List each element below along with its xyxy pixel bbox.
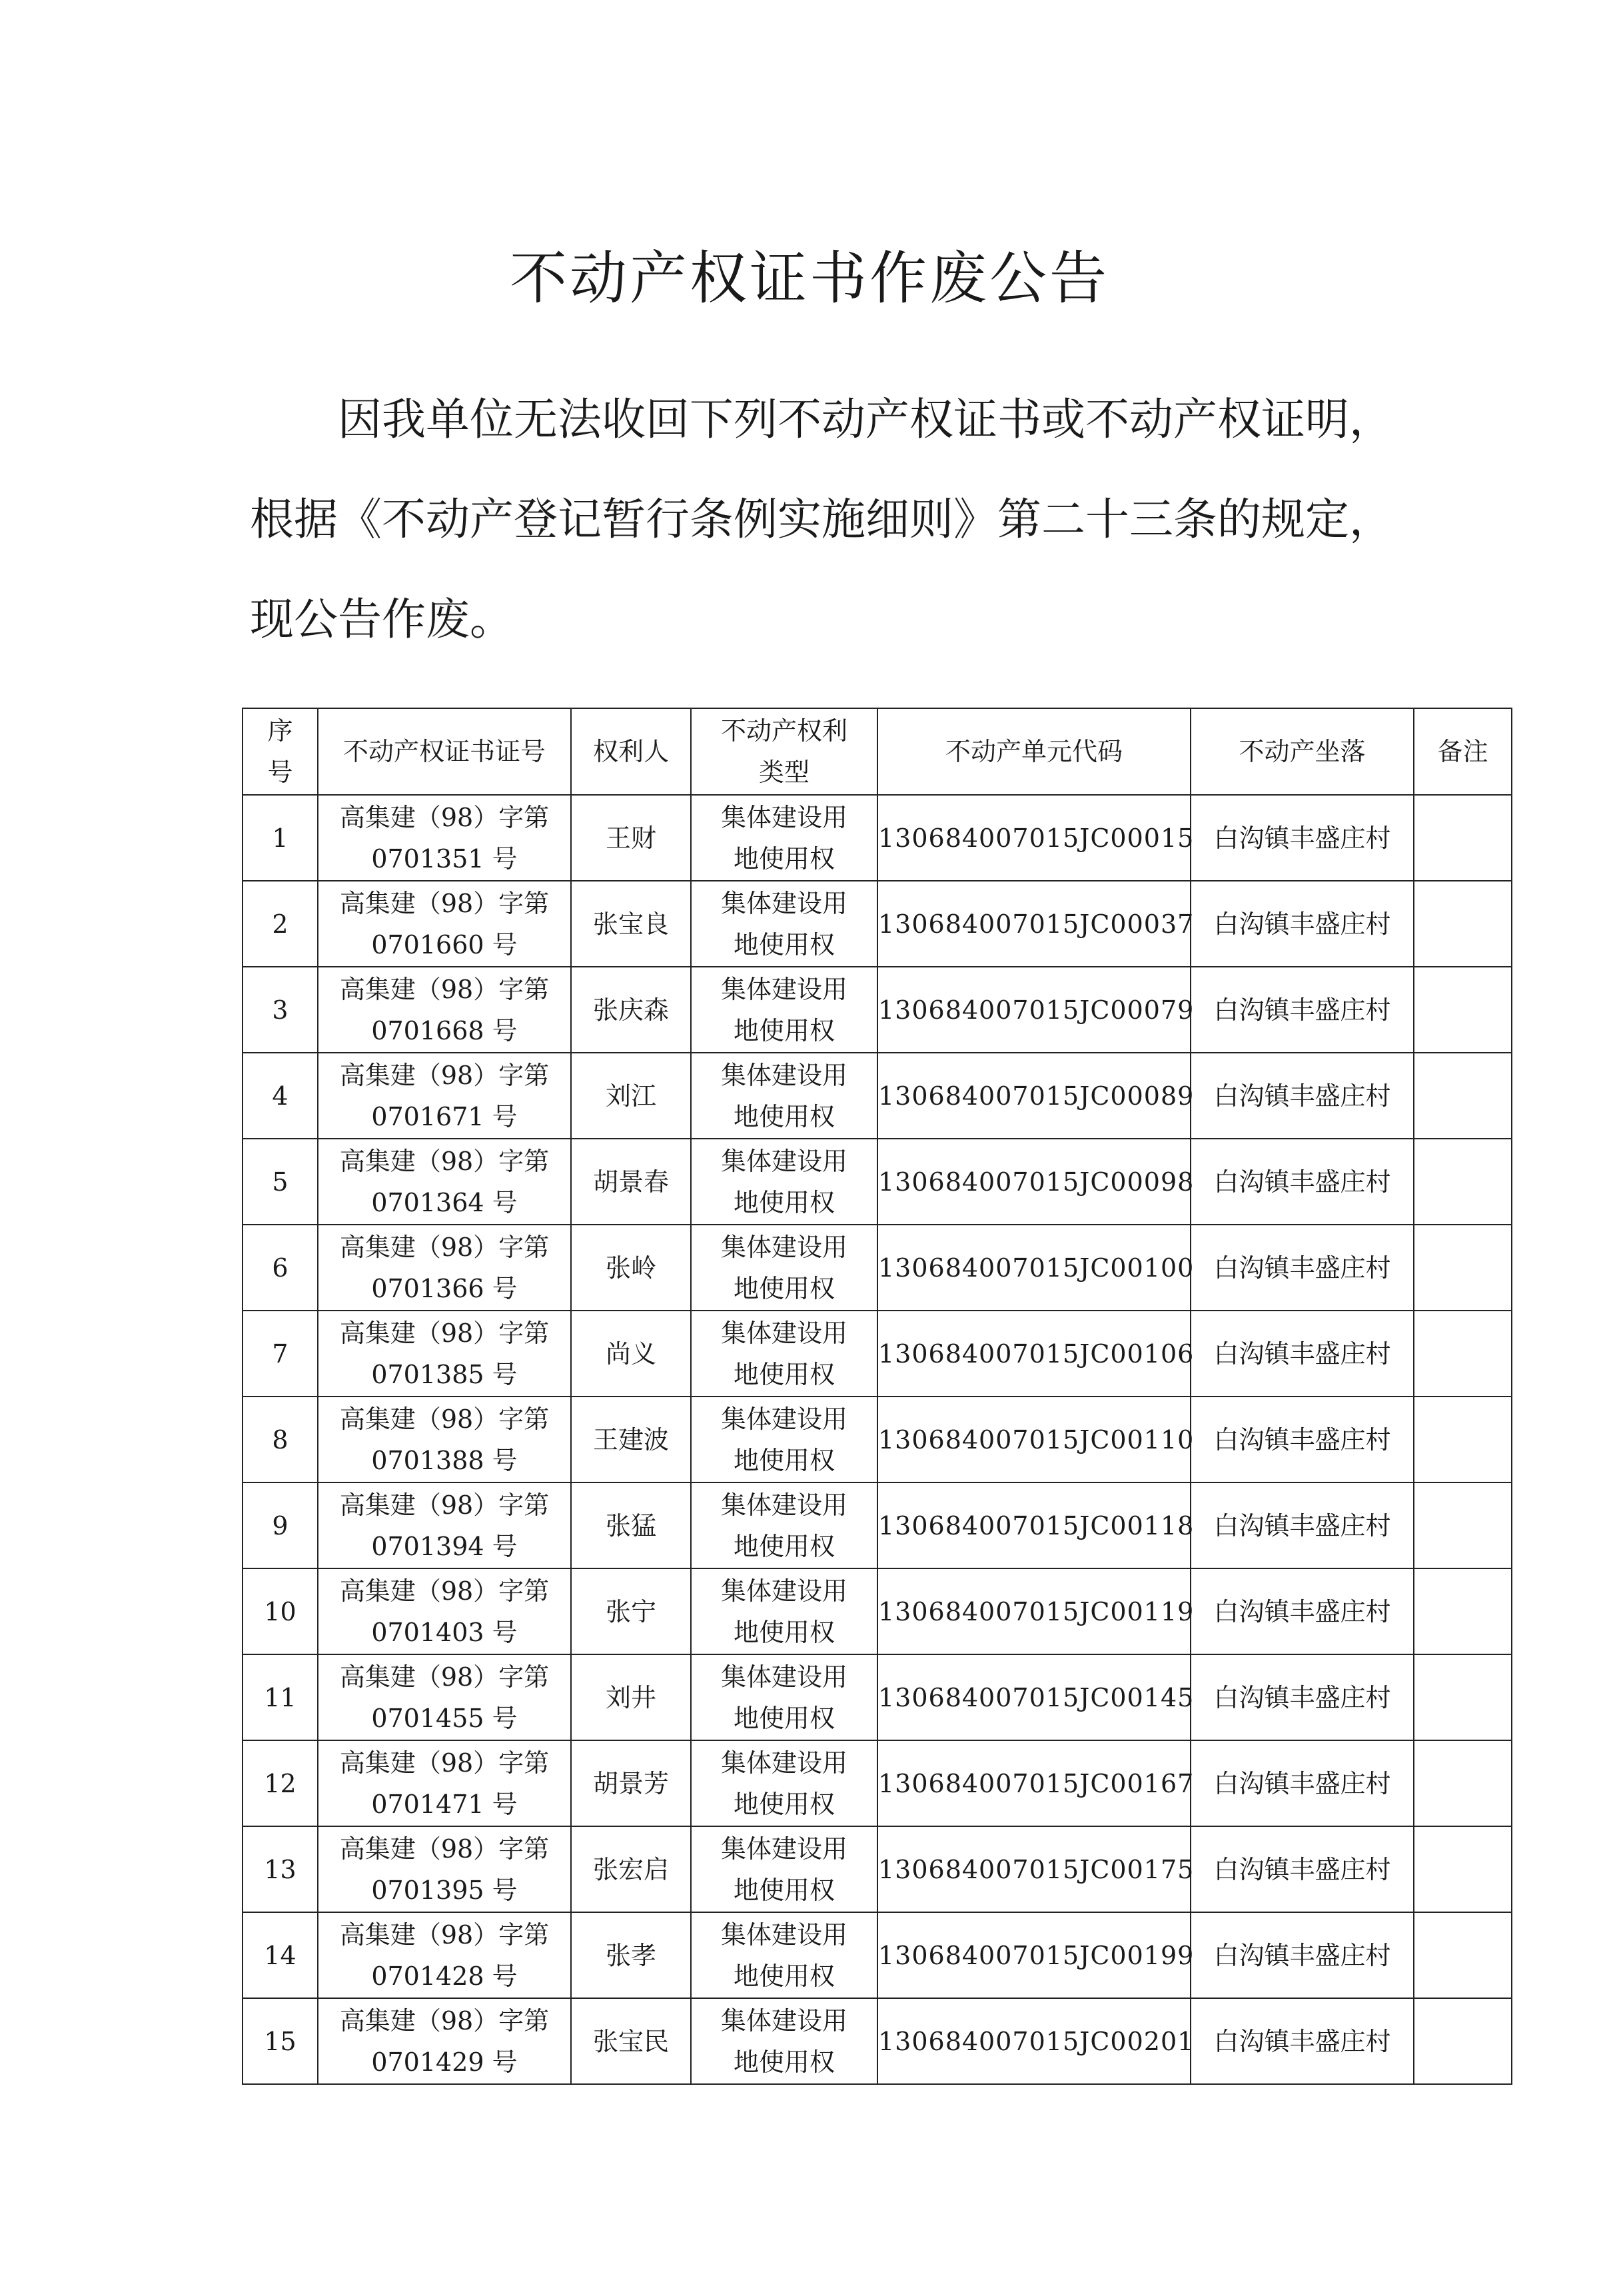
- row-no: 7: [243, 1311, 318, 1397]
- row-cert: [318, 1654, 571, 1740]
- row-location: 白沟镇丰盛庄村: [1191, 881, 1414, 967]
- row-holder: 张孝: [571, 1912, 691, 1998]
- table-row: [243, 1482, 1512, 1568]
- cert-line: 0701471 号: [371, 1789, 518, 1819]
- row-location: 白沟镇丰盛庄村: [1191, 1482, 1414, 1568]
- paragraph-line: 因我单位无法收回下列不动产权证书或不动产权证明，: [338, 394, 1393, 445]
- row-location: 白沟镇丰盛庄村: [1191, 1654, 1414, 1740]
- type-line: 地使用权: [733, 1617, 835, 1647]
- type-line: 地使用权: [733, 1875, 835, 1905]
- row-remark: [1414, 1482, 1512, 1568]
- row-holder: 胡景春: [571, 1139, 691, 1225]
- table-row: [243, 967, 1512, 1053]
- table-row: [243, 1568, 1512, 1654]
- row-cert: [318, 1998, 571, 2084]
- row-no: 3: [243, 967, 318, 1053]
- type-line: 集体建设用: [720, 1748, 847, 1778]
- header-cert: 不动产权证书证号: [318, 708, 571, 795]
- cert-line: 高集建（98）字第: [339, 1490, 550, 1520]
- row-remark: [1414, 1053, 1512, 1139]
- row-holder: 刘井: [571, 1654, 691, 1740]
- row-type: [691, 1568, 877, 1654]
- type-line: 集体建设用: [720, 1662, 847, 1692]
- row-holder: 王财: [571, 795, 691, 881]
- table-row: [243, 1139, 1512, 1225]
- type-line: 集体建设用: [720, 1490, 847, 1520]
- row-holder: 张猛: [571, 1482, 691, 1568]
- cert-line: 高集建（98）字第: [339, 1920, 550, 1950]
- row-location: 白沟镇丰盛庄村: [1191, 1225, 1414, 1311]
- row-no: 11: [243, 1654, 318, 1740]
- cert-line: 0701395 号: [371, 1875, 518, 1905]
- row-holder: 张庆森: [571, 967, 691, 1053]
- row-remark: [1414, 1311, 1512, 1397]
- row-no: 1: [243, 795, 318, 881]
- row-remark: [1414, 967, 1512, 1053]
- row-remark: [1414, 1397, 1512, 1482]
- cert-line: 高集建（98）字第: [339, 2006, 550, 2035]
- row-cert: [318, 1826, 571, 1912]
- table-row: [243, 1912, 1512, 1998]
- type-line: 集体建设用: [720, 2006, 847, 2035]
- row-holder: 张宝良: [571, 881, 691, 967]
- row-type: [691, 795, 877, 881]
- row-holder: 张岭: [571, 1225, 691, 1311]
- row-no: 9: [243, 1482, 318, 1568]
- cert-line: 0701385 号: [371, 1359, 518, 1389]
- cert-line: 高集建（98）字第: [339, 974, 550, 1004]
- row-no: 15: [243, 1998, 318, 2084]
- row-type: [691, 1053, 877, 1139]
- row-cert: [318, 795, 571, 881]
- row-unit-code: 130684007015JC00199: [877, 1912, 1191, 1998]
- type-line: 地使用权: [733, 1359, 835, 1389]
- cert-line: 0701429 号: [371, 2047, 518, 2077]
- cert-line: 0701455 号: [371, 1703, 518, 1733]
- type-line: 地使用权: [733, 844, 835, 873]
- header-code: 不动产单元代码: [877, 708, 1191, 795]
- row-unit-code: 130684007015JC00098: [877, 1139, 1191, 1225]
- row-unit-code: 130684007015JC00037: [877, 881, 1191, 967]
- table-row: [243, 1225, 1512, 1311]
- type-line: 地使用权: [733, 1101, 835, 1131]
- page-title: 不动产权证书作废公告: [510, 245, 1109, 312]
- row-no: 5: [243, 1139, 318, 1225]
- row-unit-code: 130684007015JC00100: [877, 1225, 1191, 1311]
- type-line: 地使用权: [733, 1445, 835, 1475]
- row-cert: [318, 1568, 571, 1654]
- table-row: [243, 881, 1512, 967]
- paragraph-line: 现公告作废。: [250, 594, 514, 645]
- cert-line: 高集建（98）字第: [339, 1146, 550, 1176]
- cert-line: 高集建（98）字第: [339, 1404, 550, 1434]
- row-holder: 张宁: [571, 1568, 691, 1654]
- row-unit-code: 130684007015JC00175: [877, 1826, 1191, 1912]
- row-remark: [1414, 1826, 1512, 1912]
- type-line: 集体建设用: [720, 974, 847, 1004]
- header-no: 序号: [243, 708, 318, 795]
- row-type: [691, 1654, 877, 1740]
- type-line: 地使用权: [733, 1703, 835, 1733]
- cert-line: 高集建（98）字第: [339, 1576, 550, 1606]
- row-type: [691, 1482, 877, 1568]
- row-remark: [1414, 795, 1512, 881]
- type-line: 集体建设用: [720, 1060, 847, 1090]
- row-cert: [318, 881, 571, 967]
- row-no: 8: [243, 1397, 318, 1482]
- row-unit-code: 130684007015JC00201: [877, 1998, 1191, 2084]
- type-line: 集体建设用: [720, 1146, 847, 1176]
- row-cert: [318, 967, 571, 1053]
- type-line: 集体建设用: [720, 1232, 847, 1262]
- row-unit-code: 130684007015JC00167: [877, 1740, 1191, 1826]
- row-no: 2: [243, 881, 318, 967]
- certificate-table: [242, 708, 1512, 2085]
- row-remark: [1414, 1912, 1512, 1998]
- table-row: [243, 1654, 1512, 1740]
- row-holder: 刘江: [571, 1053, 691, 1139]
- row-type: [691, 1998, 877, 2084]
- row-type: [691, 1912, 877, 1998]
- row-type: [691, 881, 877, 967]
- row-unit-code: 130684007015JC00119: [877, 1568, 1191, 1654]
- type-line: 集体建设用: [720, 1920, 847, 1950]
- cert-line: 0701351 号: [371, 844, 518, 873]
- row-no: 13: [243, 1826, 318, 1912]
- row-type: [691, 1139, 877, 1225]
- cert-line: 高集建（98）字第: [339, 1060, 550, 1090]
- row-cert: [318, 1139, 571, 1225]
- cert-line: 0701660 号: [371, 929, 518, 959]
- row-no: 4: [243, 1053, 318, 1139]
- cert-line: 0701403 号: [371, 1617, 518, 1647]
- row-location: 白沟镇丰盛庄村: [1191, 1139, 1414, 1225]
- type-line: 集体建设用: [720, 1404, 847, 1434]
- row-location: 白沟镇丰盛庄村: [1191, 1998, 1414, 2084]
- cert-line: 高集建（98）字第: [339, 1834, 550, 1864]
- type-line: 地使用权: [733, 1273, 835, 1303]
- row-holder: 张宝民: [571, 1998, 691, 2084]
- row-type: [691, 1397, 877, 1482]
- row-holder: 尚义: [571, 1311, 691, 1397]
- row-holder: 张宏启: [571, 1826, 691, 1912]
- type-line: 地使用权: [733, 1187, 835, 1217]
- row-type: [691, 967, 877, 1053]
- row-location: 白沟镇丰盛庄村: [1191, 967, 1414, 1053]
- row-holder: 王建波: [571, 1397, 691, 1482]
- cert-line: 高集建（98）字第: [339, 1748, 550, 1778]
- header-location: 不动产坐落: [1191, 708, 1414, 795]
- type-line: 集体建设用: [720, 1834, 847, 1864]
- table-row: [243, 1311, 1512, 1397]
- row-unit-code: 130684007015JC00079: [877, 967, 1191, 1053]
- row-location: 白沟镇丰盛庄村: [1191, 1826, 1414, 1912]
- row-remark: [1414, 1740, 1512, 1826]
- row-type: [691, 1740, 877, 1826]
- row-unit-code: 130684007015JC00118: [877, 1482, 1191, 1568]
- row-cert: [318, 1397, 571, 1482]
- row-unit-code: 130684007015JC00089: [877, 1053, 1191, 1139]
- type-line: 地使用权: [733, 929, 835, 959]
- row-location: 白沟镇丰盛庄村: [1191, 1568, 1414, 1654]
- type-line: 集体建设用: [720, 1576, 847, 1606]
- type-line: 集体建设用: [720, 1318, 847, 1348]
- row-remark: [1414, 1568, 1512, 1654]
- row-cert: [318, 1740, 571, 1826]
- type-line: 集体建设用: [720, 802, 847, 832]
- row-no: 10: [243, 1568, 318, 1654]
- table-row: [243, 1740, 1512, 1826]
- row-type: [691, 1826, 877, 1912]
- header-remark: 备注: [1414, 708, 1512, 795]
- cert-line: 高集建（98）字第: [339, 1232, 550, 1262]
- cert-line: 0701366 号: [371, 1273, 518, 1303]
- cert-line: 高集建（98）字第: [339, 802, 550, 832]
- cert-line: 0701388 号: [371, 1445, 518, 1475]
- row-location: 白沟镇丰盛庄村: [1191, 1053, 1414, 1139]
- row-unit-code: 130684007015JC00106: [877, 1311, 1191, 1397]
- row-remark: [1414, 1654, 1512, 1740]
- cert-line: 0701668 号: [371, 1015, 518, 1045]
- header-holder: 权利人: [571, 708, 691, 795]
- cert-line: 0701364 号: [371, 1187, 518, 1217]
- cert-line: 0701428 号: [371, 1961, 518, 1991]
- row-remark: [1414, 1998, 1512, 2084]
- announcement-paragraph: [250, 370, 1396, 670]
- row-unit-code: 130684007015JC00110: [877, 1397, 1191, 1482]
- row-unit-code: 130684007015JC00145: [877, 1654, 1191, 1740]
- type-line: 地使用权: [733, 1961, 835, 1991]
- row-location: 白沟镇丰盛庄村: [1191, 1311, 1414, 1397]
- row-remark: [1414, 1225, 1512, 1311]
- row-cert: [318, 1225, 571, 1311]
- row-holder: 胡景芳: [571, 1740, 691, 1826]
- type-line: 地使用权: [733, 1789, 835, 1819]
- table-row: [243, 795, 1512, 881]
- cert-line: 高集建（98）字第: [339, 1318, 550, 1348]
- row-remark: [1414, 881, 1512, 967]
- cert-line: 高集建（98）字第: [339, 1662, 550, 1692]
- type-line: 地使用权: [733, 1531, 835, 1561]
- cert-line: 高集建（98）字第: [339, 888, 550, 918]
- row-cert: [318, 1912, 571, 1998]
- row-cert: [318, 1482, 571, 1568]
- row-location: 白沟镇丰盛庄村: [1191, 1397, 1414, 1482]
- row-cert: [318, 1311, 571, 1397]
- cert-line: 0701671 号: [371, 1101, 518, 1131]
- row-location: 白沟镇丰盛庄村: [1191, 1912, 1414, 1998]
- row-location: 白沟镇丰盛庄村: [1191, 795, 1414, 881]
- table-row: [243, 1826, 1512, 1912]
- row-no: 12: [243, 1740, 318, 1826]
- header-type: 不动产权利类型: [691, 708, 877, 795]
- cert-line: 0701394 号: [371, 1531, 518, 1561]
- row-no: 14: [243, 1912, 318, 1998]
- row-unit-code: 130684007015JC00015: [877, 795, 1191, 881]
- table-row: [243, 1397, 1512, 1482]
- type-line: 地使用权: [733, 2047, 835, 2077]
- paragraph-line: 根据《不动产登记暂行条例实施细则》第二十三条的规定，: [250, 494, 1393, 545]
- row-type: [691, 1311, 877, 1397]
- table-header-row: [243, 708, 1512, 795]
- row-no: 6: [243, 1225, 318, 1311]
- table-row: [243, 1998, 1512, 2084]
- row-cert: [318, 1053, 571, 1139]
- row-remark: [1414, 1139, 1512, 1225]
- type-line: 地使用权: [733, 1015, 835, 1045]
- type-line: 集体建设用: [720, 888, 847, 918]
- row-type: [691, 1225, 877, 1311]
- row-location: 白沟镇丰盛庄村: [1191, 1740, 1414, 1826]
- table-row: [243, 1053, 1512, 1139]
